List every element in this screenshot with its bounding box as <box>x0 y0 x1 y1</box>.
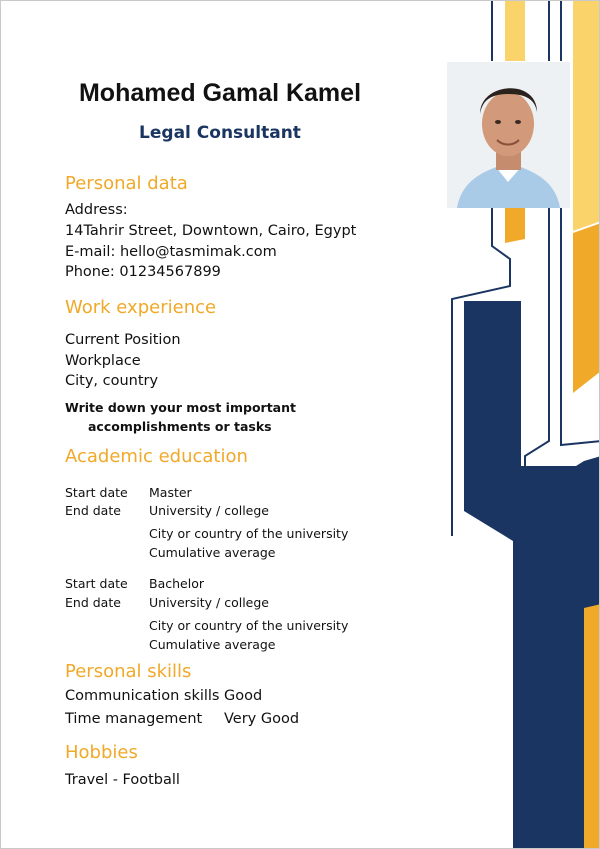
education-start-date: Start date <box>65 485 128 500</box>
yellow-bar-bottom-right <box>584 604 600 849</box>
work-experience-heading: Work experience <box>65 297 217 318</box>
portrait-photo <box>447 62 570 208</box>
education-average: Cumulative average <box>149 545 276 560</box>
address-value: 14Tahrir Street, Downtown, Cairo, Egypt <box>65 223 357 239</box>
job-title: Legal Consultant <box>139 123 301 143</box>
skill-level: Good <box>224 688 263 704</box>
education-end-date: End date <box>65 503 121 518</box>
education-start-date: Start date <box>65 576 128 591</box>
hobbies-heading: Hobbies <box>65 742 138 763</box>
personal-skills-heading: Personal skills <box>65 661 192 682</box>
yellow-bar-mid-left <box>505 208 525 243</box>
accomplishments-note-line2: accomplishments or tasks <box>88 419 272 434</box>
education-end-date: End date <box>65 595 121 610</box>
education-average: Cumulative average <box>149 637 276 652</box>
hobbies-text: Travel - Football <box>65 772 180 788</box>
education-degree: Master <box>149 485 192 500</box>
current-position: Current Position <box>65 332 181 348</box>
city-country: City, country <box>65 373 159 389</box>
academic-education-heading: Academic education <box>65 446 248 467</box>
phone-line: Phone: 01234567899 <box>65 264 221 280</box>
address-label: Address: <box>65 202 128 218</box>
personal-data-heading: Personal data <box>65 173 188 194</box>
yellow-bar-right <box>573 223 600 393</box>
outline-line-d <box>525 208 549 473</box>
workplace: Workplace <box>65 353 141 369</box>
education-location: City or country of the university <box>149 526 349 541</box>
skill-name: Time management <box>65 711 203 727</box>
person-name: Mohamed Gamal Kamel <box>78 79 362 107</box>
yellow-bar-top-right <box>573 1 600 231</box>
email-line: E-mail: hello@tasmimak.com <box>65 244 277 260</box>
education-university: University / college <box>149 503 269 518</box>
education-location: City or country of the university <box>149 618 349 633</box>
accomplishments-note-line1: Write down your most important <box>65 400 296 415</box>
skill-name: Communication skills <box>65 688 220 704</box>
education-university: University / college <box>149 595 269 610</box>
education-degree: Bachelor <box>149 576 204 591</box>
yellow-bar-top-left <box>505 1 525 61</box>
portrait-icon <box>447 62 570 208</box>
skill-level: Very Good <box>224 711 300 727</box>
